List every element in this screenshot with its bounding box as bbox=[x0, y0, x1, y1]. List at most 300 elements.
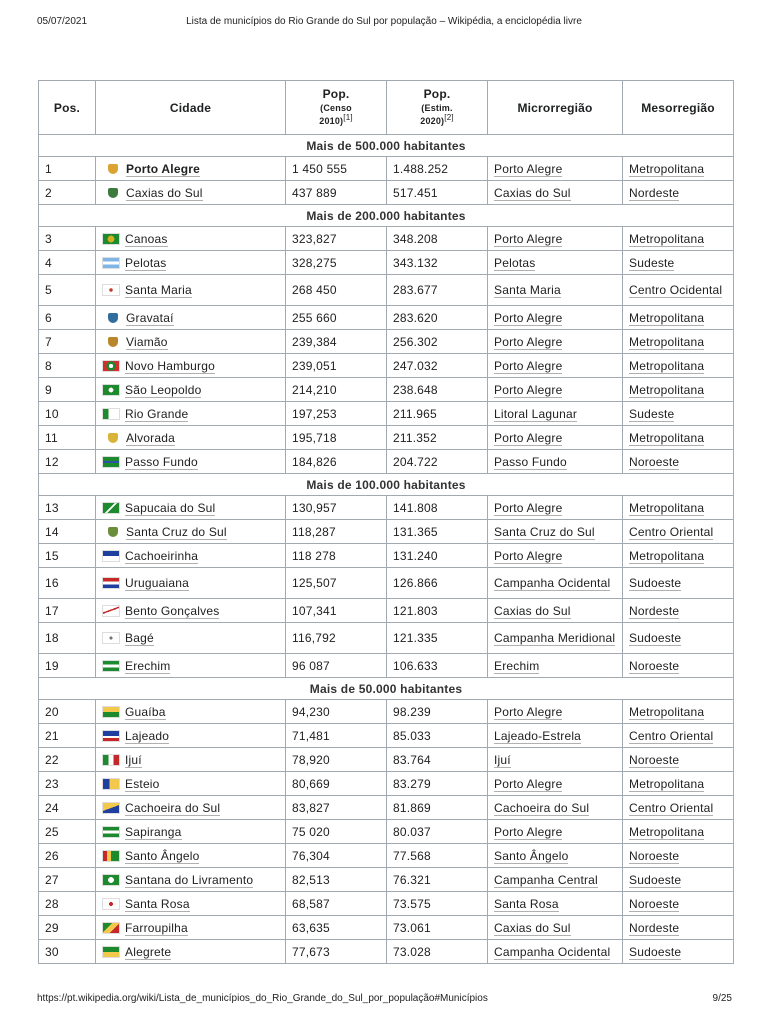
city-cell bbox=[96, 157, 286, 181]
city-link[interactable]: Uruguaiana bbox=[125, 576, 190, 590]
mesorregiao-link[interactable]: Metropolitana bbox=[629, 824, 705, 839]
table-row bbox=[39, 892, 734, 916]
city-link[interactable]: São Leopoldo bbox=[125, 382, 202, 397]
city-link[interactable]: Sapucaia do Sul bbox=[125, 500, 216, 515]
pop-estim-2020-cell: 121.803 bbox=[387, 599, 488, 623]
mesorregiao-cell bbox=[623, 227, 734, 251]
table-row bbox=[39, 796, 734, 820]
table-row bbox=[39, 520, 734, 544]
pop-censo-2010-cell: 1 450 555 bbox=[286, 157, 387, 181]
esteio-flag-icon[interactable] bbox=[102, 778, 120, 790]
mesorregiao-cell bbox=[623, 868, 734, 892]
mesorregiao-cell bbox=[623, 520, 734, 544]
mesorregiao-cell bbox=[623, 544, 734, 568]
microrregiao-link[interactable]: Caxias do Sul bbox=[494, 603, 571, 618]
city-link[interactable]: Porto Alegre bbox=[126, 161, 200, 176]
microrregiao-cell bbox=[488, 772, 623, 796]
microrregiao-cell bbox=[488, 544, 623, 568]
mesorregiao-link[interactable]: Noroeste bbox=[629, 752, 680, 767]
mesorregiao-link[interactable]: Metropolitana bbox=[629, 334, 705, 349]
city-cell bbox=[96, 748, 286, 772]
pop-censo-2010-cell: 328,275 bbox=[286, 251, 387, 275]
print-footer bbox=[0, 993, 768, 1007]
rank-cell: 28 bbox=[39, 892, 96, 916]
pop-censo-2010-cell: 125,507 bbox=[286, 568, 387, 599]
mesorregiao-cell bbox=[623, 748, 734, 772]
city-link[interactable]: Farroupilha bbox=[125, 920, 188, 935]
mesorregiao-cell bbox=[623, 330, 734, 354]
mesorregiao-link[interactable]: Metropolitana bbox=[629, 161, 705, 176]
table-row bbox=[39, 748, 734, 772]
city-link[interactable]: Esteio bbox=[125, 776, 160, 791]
mesorregiao-link[interactable]: Noroeste bbox=[629, 658, 680, 673]
table-row bbox=[39, 227, 734, 251]
pop-censo-2010-cell: 75 020 bbox=[286, 820, 387, 844]
city-cell bbox=[96, 916, 286, 940]
microrregiao-link[interactable]: Porto Alegre bbox=[494, 500, 563, 515]
pop-censo-2010-cell: 130,957 bbox=[286, 496, 387, 520]
pop-censo-2010-cell: 239,051 bbox=[286, 354, 387, 378]
mesorregiao-cell bbox=[623, 354, 734, 378]
microrregiao-link[interactable]: Santa Rosa bbox=[494, 896, 559, 911]
mesorregiao-link[interactable]: Metropolitana bbox=[629, 704, 705, 719]
city-cell bbox=[96, 354, 286, 378]
sao-leopoldo-flag-icon[interactable] bbox=[102, 384, 120, 396]
section-header-row bbox=[39, 474, 734, 496]
lajeado-flag-icon[interactable] bbox=[102, 730, 120, 742]
pelotas-flag-icon[interactable] bbox=[102, 257, 120, 269]
guaiba-flag-icon[interactable] bbox=[102, 706, 120, 718]
pop-estim-2020-cell: 85.033 bbox=[387, 724, 488, 748]
microrregiao-cell bbox=[488, 450, 623, 474]
censo-reference-link[interactable]: [1] bbox=[343, 113, 353, 122]
city-link[interactable]: Cachoeira do Sul bbox=[125, 800, 221, 815]
santo-angelo-flag-icon[interactable] bbox=[102, 850, 120, 862]
pop-estim-2020-cell: 256.302 bbox=[387, 330, 488, 354]
print-date: 05/07/2021 bbox=[37, 16, 88, 27]
city-link[interactable]: Rio Grande bbox=[125, 406, 189, 421]
section-header-row bbox=[39, 678, 734, 700]
pop-estim-2020-cell: 131.365 bbox=[387, 520, 488, 544]
microrregiao-cell bbox=[488, 820, 623, 844]
pop-censo-2010-cell: 214,210 bbox=[286, 378, 387, 402]
rank-cell: 11 bbox=[39, 426, 96, 450]
gravatai-coat-of-arms-icon[interactable] bbox=[108, 313, 118, 323]
mesorregiao-cell bbox=[623, 772, 734, 796]
cachoeira-do-sul-flag-icon[interactable] bbox=[102, 802, 120, 814]
pop-censo-2010-cell: 118 278 bbox=[286, 544, 387, 568]
table-row bbox=[39, 157, 734, 181]
table-body bbox=[39, 135, 734, 964]
city-link[interactable]: Santa Cruz do Sul bbox=[126, 524, 227, 539]
city-link[interactable]: Lajeado bbox=[125, 728, 170, 743]
pop-estim-2020-cell: 141.808 bbox=[387, 496, 488, 520]
city-cell bbox=[96, 330, 286, 354]
rank-cell: 8 bbox=[39, 354, 96, 378]
table-row bbox=[39, 844, 734, 868]
mesorregiao-link[interactable]: Nordeste bbox=[629, 185, 680, 200]
mesorregiao-link[interactable]: Sudeste bbox=[629, 255, 675, 270]
santa-cruz-do-sul-coat-of-arms-icon[interactable] bbox=[108, 527, 118, 537]
rank-cell: 2 bbox=[39, 181, 96, 205]
city-link[interactable]: Guaíba bbox=[125, 704, 166, 719]
microrregiao-link[interactable]: Caxias do Sul bbox=[494, 185, 571, 200]
table-row bbox=[39, 378, 734, 402]
pop-censo-2010-cell: 77,673 bbox=[286, 940, 387, 964]
rank-cell: 13 bbox=[39, 496, 96, 520]
city-link[interactable]: Santa Maria bbox=[125, 283, 192, 297]
city-cell bbox=[96, 378, 286, 402]
table-row bbox=[39, 544, 734, 568]
mesorregiao-cell bbox=[623, 568, 734, 599]
section-title: Mais de 500.000 habitantes bbox=[39, 135, 734, 157]
city-link[interactable]: Caxias do Sul bbox=[126, 185, 203, 200]
pop-censo-2010-cell: 268 450 bbox=[286, 275, 387, 306]
city-link[interactable]: Passo Fundo bbox=[125, 454, 198, 469]
city-link[interactable]: Santo Ângelo bbox=[125, 848, 200, 863]
mesorregiao-link[interactable]: Sudoeste bbox=[629, 944, 682, 959]
city-link[interactable]: Alegrete bbox=[125, 944, 172, 959]
pop-estim-2020-cell: 73.028 bbox=[387, 940, 488, 964]
pop-estim-2020-cell: 204.722 bbox=[387, 450, 488, 474]
rank-cell: 21 bbox=[39, 724, 96, 748]
city-cell bbox=[96, 796, 286, 820]
mesorregiao-link[interactable]: Metropolitana bbox=[629, 358, 705, 373]
microrregiao-link[interactable]: Caxias do Sul bbox=[494, 920, 571, 935]
header-pop-censo[interactable]: Pop. (Censo 2010)[1] bbox=[286, 81, 387, 135]
table-row bbox=[39, 868, 734, 892]
rank-cell: 20 bbox=[39, 700, 96, 724]
microrregiao-cell bbox=[488, 426, 623, 450]
city-link[interactable]: Alvorada bbox=[126, 430, 175, 445]
microrregiao-cell bbox=[488, 796, 623, 820]
microrregiao-link[interactable]: Porto Alegre bbox=[494, 161, 563, 176]
pop-censo-2010-cell: 80,669 bbox=[286, 772, 387, 796]
pop-estim-2020-cell: 247.032 bbox=[387, 354, 488, 378]
table-row bbox=[39, 940, 734, 964]
sapucaia-do-sul-flag-icon[interactable] bbox=[102, 502, 120, 514]
porto-alegre-coat-of-arms-icon[interactable] bbox=[108, 164, 118, 174]
microrregiao-link[interactable]: Campanha Ocidental bbox=[494, 575, 611, 590]
header-mesorregiao[interactable]: Mesorregião bbox=[623, 81, 734, 135]
city-link[interactable]: Ijuí bbox=[125, 752, 142, 767]
header-cidade[interactable]: Cidade bbox=[96, 81, 286, 135]
pop-estim-2020-cell: 283.620 bbox=[387, 306, 488, 330]
pop-estim-2020-cell: 73.575 bbox=[387, 892, 488, 916]
city-cell bbox=[96, 654, 286, 678]
city-link[interactable]: Santana do Livramento bbox=[125, 872, 254, 887]
print-page-number: 9/25 bbox=[712, 993, 732, 1004]
passo-fundo-flag-icon[interactable] bbox=[102, 456, 120, 468]
mesorregiao-cell bbox=[623, 700, 734, 724]
city-cell bbox=[96, 940, 286, 964]
city-link[interactable]: Bento Gonçalves bbox=[125, 603, 220, 618]
ijui-flag-icon[interactable] bbox=[102, 754, 120, 766]
city-cell bbox=[96, 520, 286, 544]
santana-do-livramento-flag-icon[interactable] bbox=[102, 874, 120, 886]
sapiranga-flag-icon[interactable] bbox=[102, 826, 120, 838]
mesorregiao-cell bbox=[623, 275, 734, 306]
city-cell bbox=[96, 868, 286, 892]
mesorregiao-link[interactable]: Sudoeste bbox=[629, 872, 682, 887]
mesorregiao-link[interactable]: Noroeste bbox=[629, 896, 680, 911]
microrregiao-link[interactable]: Santa Cruz do Sul bbox=[494, 524, 595, 539]
microrregiao-link[interactable]: Passo Fundo bbox=[494, 454, 567, 469]
city-cell bbox=[96, 700, 286, 724]
microrregiao-cell bbox=[488, 892, 623, 916]
mesorregiao-link[interactable]: Sudoeste bbox=[629, 575, 682, 590]
city-link[interactable]: Santa Rosa bbox=[125, 896, 190, 911]
mesorregiao-link[interactable]: Centro Oriental bbox=[629, 728, 714, 743]
mesorregiao-link[interactable]: Metropolitana bbox=[629, 500, 705, 515]
city-cell bbox=[96, 544, 286, 568]
rank-cell: 4 bbox=[39, 251, 96, 275]
microrregiao-cell bbox=[488, 181, 623, 205]
city-link[interactable]: Novo Hamburgo bbox=[125, 358, 215, 373]
microrregiao-link[interactable]: Porto Alegre bbox=[494, 310, 563, 325]
city-cell bbox=[96, 623, 286, 654]
city-cell bbox=[96, 402, 286, 426]
pop-estim-2020-cell: 126.866 bbox=[387, 568, 488, 599]
mesorregiao-link[interactable]: Metropolitana bbox=[629, 548, 705, 563]
city-link[interactable]: Viamão bbox=[126, 334, 168, 349]
rank-cell: 10 bbox=[39, 402, 96, 426]
microrregiao-link[interactable]: Lajeado-Estrela bbox=[494, 728, 582, 743]
microrregiao-link[interactable]: Campanha Central bbox=[494, 872, 598, 887]
pop-censo-2010-cell: 94,230 bbox=[286, 700, 387, 724]
microrregiao-link[interactable]: Porto Alegre bbox=[494, 548, 563, 563]
mesorregiao-cell bbox=[623, 892, 734, 916]
table-row bbox=[39, 275, 734, 306]
city-cell bbox=[96, 568, 286, 599]
microrregiao-link[interactable]: Litoral Lagunar bbox=[494, 406, 578, 421]
city-link[interactable]: Bagé bbox=[125, 631, 154, 645]
microrregiao-link[interactable]: Erechim bbox=[494, 658, 540, 673]
microrregiao-link[interactable]: Porto Alegre bbox=[494, 824, 563, 839]
microrregiao-cell bbox=[488, 654, 623, 678]
city-link[interactable]: Cachoeirinha bbox=[125, 548, 199, 563]
microrregiao-link[interactable]: Porto Alegre bbox=[494, 382, 563, 397]
header-microrregiao[interactable]: Microrregião bbox=[488, 81, 623, 135]
city-cell bbox=[96, 844, 286, 868]
microrregiao-link[interactable]: Porto Alegre bbox=[494, 231, 563, 246]
rank-cell: 6 bbox=[39, 306, 96, 330]
rank-cell: 24 bbox=[39, 796, 96, 820]
section-title: Mais de 50.000 habitantes bbox=[39, 678, 734, 700]
city-link[interactable]: Canoas bbox=[125, 231, 168, 246]
table-row bbox=[39, 568, 734, 599]
erechim-flag-icon[interactable] bbox=[102, 660, 120, 672]
rank-cell: 9 bbox=[39, 378, 96, 402]
print-url: https://pt.wikipedia.org/wiki/Lista_de_municípios_do_Rio_Grande_do_Sul_por_população#Municípios bbox=[37, 993, 488, 1004]
mesorregiao-link[interactable]: Nordeste bbox=[629, 603, 680, 618]
mesorregiao-link[interactable]: Metropolitana bbox=[629, 430, 705, 445]
rank-cell: 22 bbox=[39, 748, 96, 772]
microrregiao-cell bbox=[488, 916, 623, 940]
city-cell bbox=[96, 251, 286, 275]
microrregiao-link[interactable]: Santa Maria bbox=[494, 282, 561, 297]
mesorregiao-link[interactable]: Sudoeste bbox=[629, 630, 682, 645]
pop-censo-2010-cell: 71,481 bbox=[286, 724, 387, 748]
microrregiao-cell bbox=[488, 724, 623, 748]
pop-estim-2020-cell: 517.451 bbox=[387, 181, 488, 205]
mesorregiao-cell bbox=[623, 426, 734, 450]
city-link[interactable]: Erechim bbox=[125, 658, 171, 673]
mesorregiao-cell bbox=[623, 496, 734, 520]
mesorregiao-cell bbox=[623, 402, 734, 426]
caxias-do-sul-coat-of-arms-icon[interactable] bbox=[108, 188, 118, 198]
pop-estim-2020-cell: 211.965 bbox=[387, 402, 488, 426]
uruguaiana-flag-icon[interactable] bbox=[102, 577, 120, 589]
header-pos[interactable]: Pos. bbox=[39, 81, 96, 135]
microrregiao-cell bbox=[488, 251, 623, 275]
rank-cell: 16 bbox=[39, 568, 96, 599]
rio-grande-flag-icon[interactable] bbox=[102, 408, 120, 420]
santa-maria-flag-icon[interactable] bbox=[102, 284, 120, 296]
section-title: Mais de 100.000 habitantes bbox=[39, 474, 734, 496]
mesorregiao-link[interactable]: Metropolitana bbox=[629, 382, 705, 397]
farroupilha-flag-icon[interactable] bbox=[102, 922, 120, 934]
pop-censo-2010-cell: 195,718 bbox=[286, 426, 387, 450]
mesorregiao-link[interactable]: Noroeste bbox=[629, 848, 680, 863]
rank-cell: 27 bbox=[39, 868, 96, 892]
pop-censo-2010-cell: 197,253 bbox=[286, 402, 387, 426]
pop-censo-2010-cell: 68,587 bbox=[286, 892, 387, 916]
microrregiao-cell bbox=[488, 623, 623, 654]
table-row bbox=[39, 330, 734, 354]
table-row bbox=[39, 306, 734, 330]
pop-censo-2010-cell: 323,827 bbox=[286, 227, 387, 251]
pop-censo-2010-cell: 76,304 bbox=[286, 844, 387, 868]
pop-estim-2020-cell: 98.239 bbox=[387, 700, 488, 724]
print-header bbox=[0, 16, 768, 30]
rank-cell: 7 bbox=[39, 330, 96, 354]
mesorregiao-link[interactable]: Metropolitana bbox=[629, 310, 705, 325]
microrregiao-cell bbox=[488, 496, 623, 520]
mesorregiao-cell bbox=[623, 157, 734, 181]
microrregiao-cell bbox=[488, 844, 623, 868]
city-cell bbox=[96, 227, 286, 251]
pop-censo-2010-cell: 82,513 bbox=[286, 868, 387, 892]
rank-cell: 5 bbox=[39, 275, 96, 306]
microrregiao-cell bbox=[488, 520, 623, 544]
pop-censo-2010-cell: 96 087 bbox=[286, 654, 387, 678]
mesorregiao-cell bbox=[623, 796, 734, 820]
print-page-title: Lista de municípios do Rio Grande do Sul por população – Wikipédia, a enciclopédia livre bbox=[186, 16, 582, 27]
rank-cell: 26 bbox=[39, 844, 96, 868]
section-header-row bbox=[39, 205, 734, 227]
pop-estim-2020-cell: 238.648 bbox=[387, 378, 488, 402]
city-cell bbox=[96, 496, 286, 520]
mesorregiao-link[interactable]: Metropolitana bbox=[629, 776, 705, 791]
table-row bbox=[39, 772, 734, 796]
pop-censo-2010-cell: 63,635 bbox=[286, 916, 387, 940]
pop-estim-2020-cell: 73.061 bbox=[387, 916, 488, 940]
pop-estim-2020-cell: 121.335 bbox=[387, 623, 488, 654]
pop-censo-2010-cell: 184,826 bbox=[286, 450, 387, 474]
microrregiao-link[interactable]: Porto Alegre bbox=[494, 334, 563, 349]
bage-flag-icon[interactable] bbox=[102, 632, 120, 644]
novo-hamburgo-flag-icon[interactable] bbox=[102, 360, 120, 372]
mesorregiao-link[interactable]: Centro Ocidental bbox=[629, 282, 723, 297]
microrregiao-link[interactable]: Ijuí bbox=[494, 752, 511, 767]
viamao-coat-of-arms-icon[interactable] bbox=[108, 337, 118, 347]
header-pop-estim[interactable]: Pop. (Estim. 2020)[2] bbox=[387, 81, 488, 135]
santa-rosa-flag-icon[interactable] bbox=[102, 898, 120, 910]
pop-censo-2010-cell: 107,341 bbox=[286, 599, 387, 623]
rank-cell: 15 bbox=[39, 544, 96, 568]
pop-estim-2020-cell: 348.208 bbox=[387, 227, 488, 251]
microrregiao-link[interactable]: Campanha Meridional bbox=[494, 630, 616, 645]
table-row bbox=[39, 251, 734, 275]
mesorregiao-link[interactable]: Noroeste bbox=[629, 454, 680, 469]
rank-cell: 30 bbox=[39, 940, 96, 964]
mesorregiao-cell bbox=[623, 654, 734, 678]
section-header-row bbox=[39, 135, 734, 157]
table-row bbox=[39, 700, 734, 724]
microrregiao-link[interactable]: Cachoeira do Sul bbox=[494, 800, 590, 815]
microrregiao-link[interactable]: Porto Alegre bbox=[494, 704, 563, 719]
mesorregiao-cell bbox=[623, 599, 734, 623]
microrregiao-link[interactable]: Campanha Ocidental bbox=[494, 944, 611, 959]
bento-goncalves-flag-icon[interactable] bbox=[102, 605, 120, 617]
table-row bbox=[39, 724, 734, 748]
pop-estim-2020-cell: 77.568 bbox=[387, 844, 488, 868]
mesorregiao-cell bbox=[623, 724, 734, 748]
pop-censo-2010-cell: 118,287 bbox=[286, 520, 387, 544]
rank-cell: 12 bbox=[39, 450, 96, 474]
mesorregiao-link[interactable]: Centro Oriental bbox=[629, 524, 714, 539]
microrregiao-cell bbox=[488, 940, 623, 964]
rank-cell: 3 bbox=[39, 227, 96, 251]
mesorregiao-link[interactable]: Nordeste bbox=[629, 920, 680, 935]
mesorregiao-link[interactable]: Metropolitana bbox=[629, 231, 705, 246]
canoas-flag-icon[interactable] bbox=[102, 233, 120, 245]
city-cell bbox=[96, 820, 286, 844]
table-row bbox=[39, 450, 734, 474]
pop-estim-2020-cell: 80.037 bbox=[387, 820, 488, 844]
pop-estim-2020-cell: 343.132 bbox=[387, 251, 488, 275]
microrregiao-cell bbox=[488, 748, 623, 772]
mesorregiao-cell bbox=[623, 916, 734, 940]
rank-cell: 1 bbox=[39, 157, 96, 181]
section-title: Mais de 200.000 habitantes bbox=[39, 205, 734, 227]
mesorregiao-link[interactable]: Sudeste bbox=[629, 406, 675, 421]
mesorregiao-cell bbox=[623, 251, 734, 275]
cachoeirinha-flag-icon[interactable] bbox=[102, 550, 120, 562]
estim-reference-link[interactable]: [2] bbox=[444, 113, 454, 122]
microrregiao-link[interactable]: Pelotas bbox=[494, 255, 536, 270]
city-link[interactable]: Pelotas bbox=[125, 255, 167, 270]
pop-estim-2020-cell: 106.633 bbox=[387, 654, 488, 678]
microrregiao-link[interactable]: Porto Alegre bbox=[494, 430, 563, 445]
alegrete-flag-icon[interactable] bbox=[102, 946, 120, 958]
microrregiao-cell bbox=[488, 402, 623, 426]
microrregiao-link[interactable]: Santo Ângelo bbox=[494, 848, 569, 863]
microrregiao-cell bbox=[488, 700, 623, 724]
rank-cell: 18 bbox=[39, 623, 96, 654]
alvorada-coat-of-arms-icon[interactable] bbox=[108, 433, 118, 443]
mesorregiao-link[interactable]: Centro Oriental bbox=[629, 800, 714, 815]
city-link[interactable]: Gravataí bbox=[126, 310, 174, 325]
mesorregiao-cell bbox=[623, 378, 734, 402]
microrregiao-link[interactable]: Porto Alegre bbox=[494, 358, 563, 373]
microrregiao-link[interactable]: Porto Alegre bbox=[494, 776, 563, 791]
city-link[interactable]: Sapiranga bbox=[125, 824, 182, 839]
pop-estim-2020-cell: 131.240 bbox=[387, 544, 488, 568]
city-cell bbox=[96, 181, 286, 205]
microrregiao-cell bbox=[488, 330, 623, 354]
